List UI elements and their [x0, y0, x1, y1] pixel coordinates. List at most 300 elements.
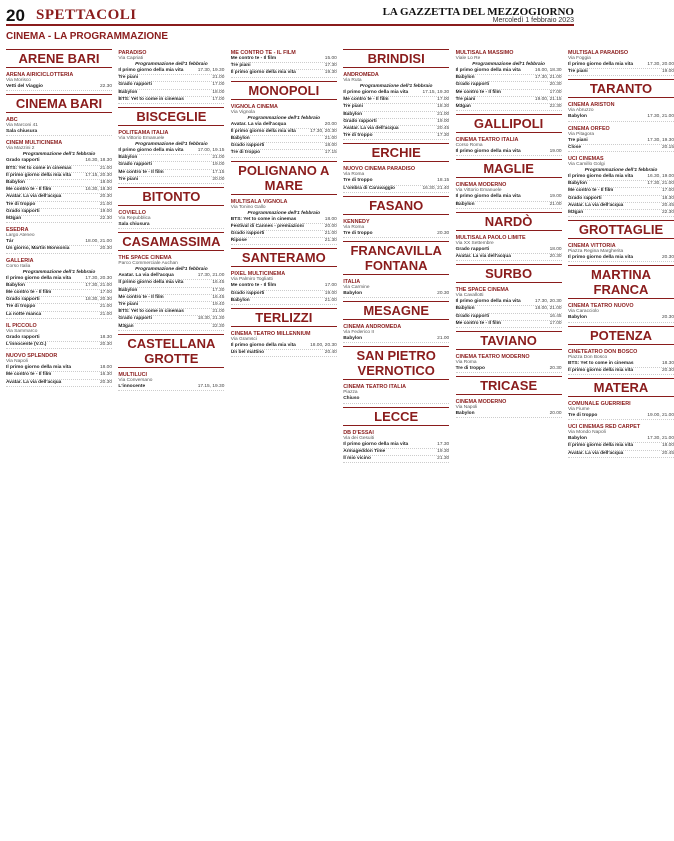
- film-title: Un bel mattino: [230, 350, 265, 356]
- listing-column: [568, 46, 674, 836]
- film-title: Babylon: [455, 201, 475, 207]
- film-title: Avatar. La via dell'acqua: [455, 254, 511, 260]
- film-title: Grado rapporti: [230, 290, 265, 296]
- cinema-address: Via Roma: [343, 172, 365, 178]
- showtimes: 20.45: [437, 126, 450, 132]
- city-heading: ARENE BARI: [6, 49, 112, 68]
- film-title: Tre di troppo: [343, 178, 373, 184]
- showtime-row: [118, 82, 224, 89]
- film-title: Babylon: [568, 114, 587, 120]
- film-title: Babylon: [230, 297, 250, 303]
- showtimes: 19.00: [549, 149, 562, 155]
- showtime-row: [118, 170, 224, 177]
- film-title: Babylon: [343, 291, 363, 297]
- film-title: Me contro te - Il film: [118, 294, 164, 300]
- film-title: Il primo giorno della mia vita: [568, 443, 634, 449]
- cinema-name: CINEMA MODERNO: [455, 182, 507, 189]
- showtime-row: [456, 149, 562, 156]
- film-title: L'innocente: [118, 383, 146, 389]
- showtimes: 21.30: [437, 456, 450, 462]
- showtimes: 20.30: [437, 230, 450, 236]
- cinema-name: ABC: [6, 117, 18, 124]
- showtimes: 20.40: [324, 350, 337, 356]
- showtime-row: [568, 315, 674, 322]
- showtimes: 18.30: [661, 360, 674, 366]
- showtimes: 20.45: [661, 450, 674, 456]
- programme-note: Programmazione dell'1 febbraio: [584, 168, 658, 174]
- cinema-address: Piazza Don Bosco: [568, 354, 608, 360]
- city-heading: MONOPOLI: [231, 81, 337, 100]
- showtime-row: [6, 372, 112, 379]
- cinema-address: Via Napoli: [455, 405, 478, 411]
- showtimes: 17.30, 19.30: [197, 68, 225, 73]
- showtime-row: [118, 280, 224, 287]
- film-title: Me contro te - Il film: [568, 188, 614, 194]
- showtimes: 18.30, 20.30: [85, 297, 112, 303]
- film-title: Il primo giorno della mia vita: [455, 194, 521, 200]
- cinema-name: ESEDRA: [6, 227, 29, 234]
- city-heading: POTENZA: [568, 326, 674, 345]
- cinema-address: Via Repubblica: [118, 216, 151, 222]
- showtime-row: [343, 119, 449, 126]
- showtimes: 19.00: [212, 162, 225, 168]
- showtimes: 19.00: [549, 194, 562, 200]
- film-title: Tre di troppo: [6, 304, 36, 310]
- showtimes: 17.30, 21.00: [197, 273, 225, 279]
- showtime-row: [343, 133, 449, 140]
- cinema-address: Via Capriati: [118, 56, 144, 61]
- cinema-address: Via Pitagora: [568, 131, 595, 137]
- showtimes: 16.30, 19.00: [647, 174, 674, 180]
- showtimes: 19.00: [437, 118, 450, 124]
- city-heading: BRINDISI: [343, 49, 449, 68]
- showtimes: 20.30: [661, 255, 674, 261]
- programme-note: Programmazione dell'1 febbraio: [135, 267, 208, 273]
- cinema-name: UCI CINEMAS: [568, 156, 604, 163]
- showtime-row: [568, 188, 674, 195]
- showtime-row: [456, 411, 562, 418]
- film-title: Tre piani: [455, 96, 476, 102]
- city-heading: FRANCAVILLA FONTANA: [343, 241, 449, 275]
- film-title: Grado rapporti: [118, 82, 152, 88]
- film-title: Grado rapporti: [343, 118, 377, 124]
- showtime-row: [6, 304, 112, 311]
- film-title: Il primo giorno della mia vita: [455, 149, 521, 155]
- film-title: Avatar. La via dell'acqua: [343, 126, 399, 132]
- showtimes: 21.00: [99, 165, 112, 171]
- showtime-row: [231, 150, 337, 157]
- showtimes: 21.00: [324, 297, 337, 303]
- cinema-name: THE SPACE CINEMA: [455, 287, 509, 294]
- showtimes: 19.30: [437, 448, 450, 454]
- film-title: Tre di troppo: [568, 413, 598, 419]
- cinema-address: Via Mondo Napoli: [568, 430, 606, 436]
- film-title: M3gan: [455, 104, 471, 110]
- cinema-address: Via Roma: [343, 224, 365, 230]
- showtime-row: [568, 69, 674, 76]
- cinema-address: Piazza: [343, 390, 358, 396]
- showtimes: 17.30, 20.30: [534, 299, 562, 305]
- film-title: L'ombra di Caravaggio: [343, 185, 395, 191]
- film-title: Babylon: [6, 180, 25, 186]
- film-title: Grado rapporti: [455, 313, 490, 319]
- showtimes: 17.00: [212, 96, 225, 102]
- showtime-row: [568, 138, 674, 145]
- showtime-row: [456, 306, 562, 313]
- film-title: Il primo giorno della mia vita: [568, 255, 634, 261]
- showtime-row: [118, 222, 224, 229]
- film-title: Il primo giorno della mia vita: [118, 280, 184, 286]
- programme-note: Programmazione dell'1 febbraio: [247, 210, 321, 216]
- showtime-row: [6, 129, 112, 136]
- showtimes: 21.30: [324, 238, 337, 244]
- showtime-row: [6, 283, 112, 290]
- showtimes: 22.30: [661, 210, 674, 216]
- film-title: Tre piani: [118, 302, 139, 308]
- cinema-name: THE SPACE CINEMA: [118, 255, 172, 262]
- showtime-row: [231, 238, 337, 245]
- showtimes: 17.15, 19.30: [197, 383, 225, 389]
- showtimes: 18.00, 21.00: [85, 239, 112, 245]
- film-title: Il primo giorno della mia vita: [568, 174, 634, 180]
- showtimes: 17.00: [99, 290, 112, 296]
- film-title: Il primo giorno della mia vita: [6, 275, 72, 281]
- cinema-address: Via Fiume: [568, 407, 590, 413]
- showtimes: 16.45: [212, 294, 225, 300]
- cinema-address: Via Foggia: [568, 56, 591, 61]
- cinema-address: Via XX Settembre: [455, 240, 494, 246]
- showtimes: 20.30: [437, 291, 450, 297]
- showtimes: 19.00, 21.15: [534, 96, 562, 102]
- page-header: [6, 6, 574, 26]
- cinema-name: IL PICCOLO: [6, 322, 37, 329]
- film-title: Il primo giorno della mia vita: [343, 90, 409, 95]
- city-heading: TAVIANO: [456, 331, 562, 350]
- film-title: Tre piani: [118, 176, 139, 182]
- showtime-row: [6, 380, 112, 387]
- film-title: BTS: Yet to come in cinemas: [6, 165, 72, 171]
- showtimes: 17.15: [324, 150, 337, 156]
- showtimes: 17.30, 20.00: [647, 62, 674, 67]
- showtimes: 21.00: [437, 336, 450, 342]
- film-title: Grado rapporti: [568, 195, 602, 201]
- film-title: Tre di troppo: [455, 366, 485, 372]
- showtime-row: [343, 112, 449, 119]
- showtimes: 22.30: [99, 216, 112, 222]
- cinema-name: CINEMA ORFEO: [568, 125, 610, 132]
- cinema-address: Via Vittorio Emanuele: [118, 136, 165, 142]
- city-heading: TARANTO: [568, 79, 674, 98]
- showtimes: 20.00: [324, 223, 337, 229]
- showtimes: 18.00: [661, 443, 674, 449]
- film-title: Grado rapporti: [230, 143, 265, 149]
- film-title: Me contro te - Il film: [455, 320, 501, 326]
- showtime-row: [568, 114, 674, 121]
- showtimes: 20.30: [549, 254, 562, 260]
- film-title: Il primo giorno della mia vita: [230, 128, 296, 134]
- showtimes: 18.00: [99, 180, 112, 186]
- film-title: Babylon: [343, 336, 363, 342]
- film-title: Sala chiusura: [118, 222, 150, 228]
- showtime-row: [118, 295, 224, 302]
- showtime-row: [343, 231, 449, 238]
- cinema-name: ITALIA: [343, 279, 361, 286]
- cinema-address: Viale Lo Re: [455, 56, 481, 61]
- city-heading: BISCEGLIE: [118, 107, 224, 126]
- film-title: Grado rapporti: [230, 231, 265, 237]
- showtimes: 17.00: [324, 283, 337, 289]
- programme-note: Programmazione dell'1 febbraio: [22, 269, 96, 275]
- cinema-name: CINEMA VITTORIA: [568, 243, 616, 250]
- cinema-address: Via Camillo Golgi: [568, 162, 605, 168]
- showtimes: 19.00: [661, 69, 674, 75]
- city-heading: GROTTAGLIE: [568, 220, 674, 239]
- showtimes: 18.30: [437, 104, 450, 110]
- film-title: Tre piani: [230, 63, 251, 69]
- showtimes: 18.30, 21.30: [197, 316, 225, 322]
- showtimes: 20.00: [324, 121, 337, 127]
- cinema-address: Corso Roma: [455, 143, 483, 149]
- showtime-row: [343, 442, 449, 449]
- showtimes: 19.30: [324, 70, 337, 76]
- showtimes: 20.30: [99, 246, 112, 252]
- film-title: Il primo giorno della mia vita: [455, 68, 521, 73]
- film-title: Il primo giorno della mia vita: [118, 148, 184, 154]
- cinema-name: MULTISALA MASSIMO: [455, 50, 514, 56]
- showtimes: 17.15: [212, 169, 225, 175]
- cinema-name: MULTILUCI: [118, 371, 148, 378]
- cinema-name: DB D'ESSAI: [343, 429, 374, 436]
- film-title: Ripose: [230, 238, 247, 244]
- city-heading: GALLIPOLI: [456, 114, 562, 133]
- film-title: Il primo giorno della mia vita: [568, 62, 634, 67]
- city-heading: LECCE: [343, 407, 449, 426]
- showtime-row: [456, 97, 562, 104]
- showtime-row: [6, 194, 112, 201]
- listing-column: [456, 46, 562, 836]
- showtimes: 21.00: [212, 155, 225, 161]
- film-title: Avatar. La via dell'acqua: [230, 121, 287, 127]
- showtimes: 22.30: [549, 104, 562, 110]
- showtimes: 18.00: [324, 143, 337, 149]
- showtime-row: [456, 321, 562, 328]
- film-title: Babylon: [568, 315, 587, 321]
- film-title: Sala chiusura: [6, 129, 38, 135]
- showtimes: 17.00: [661, 188, 674, 194]
- showtime-row: [118, 316, 224, 323]
- cinema-address: Via Sammarco: [6, 328, 38, 334]
- showtimes: 18.00: [549, 246, 562, 252]
- showtime-row: [343, 291, 449, 298]
- film-title: Il primo giorno della mia vita: [6, 365, 72, 371]
- film-title: Il primo giorno della mia vita: [568, 367, 634, 373]
- film-title: M3gan: [568, 210, 584, 216]
- film-title: Avatar. La via dell'acqua: [118, 273, 174, 279]
- showtime-row: [456, 314, 562, 321]
- showtimes: 20.30: [661, 367, 674, 373]
- showtimes: 17.30, 21.00: [534, 75, 562, 81]
- film-title: L'innocente (V.O.): [6, 342, 47, 348]
- city-heading: MAGLIE: [456, 159, 562, 178]
- showtimes: 21.00: [99, 201, 112, 207]
- film-title: Tre di troppo: [6, 201, 36, 207]
- cinema-address: Via Marconi 41: [6, 123, 38, 129]
- showtime-row: [6, 202, 112, 209]
- showtime-row: [231, 122, 337, 129]
- cinema-name: CINEMA ANDROMEDA: [343, 324, 402, 331]
- city-heading: CASTELLANA GROTTE: [118, 334, 224, 368]
- showtime-row: [456, 202, 562, 209]
- cinema-name: CINEMA TEATRO ITALIA: [455, 137, 519, 144]
- city-heading: POLIGNANO A MARE: [231, 161, 337, 195]
- showtime-row: [6, 84, 112, 91]
- film-title: Grado rapporti: [6, 208, 40, 214]
- film-title: BTS: Yet to come in cinemas: [230, 216, 297, 222]
- cinema-name: ANDROMEDA: [343, 72, 379, 78]
- cinema-name: MULTISALA PAOLO LIMITE: [455, 234, 526, 241]
- showtimes: 20.30: [549, 82, 562, 88]
- showtimes: 17.00: [549, 89, 562, 95]
- listing-column: [231, 46, 337, 836]
- cinema-name: CINEMA TEATRO MODERNO: [455, 354, 530, 361]
- film-title: BTS: Yet to come in cinemas: [118, 309, 184, 315]
- film-title: La notte manca: [6, 311, 42, 317]
- showtime-row: [456, 254, 562, 261]
- cinema-name: GALLERIA: [6, 257, 34, 264]
- cinema-address: Via dei Gesuiti: [343, 435, 375, 441]
- showtimes: 20.45: [661, 202, 674, 208]
- film-title: Close: [568, 144, 582, 150]
- showtimes: 16.45: [549, 313, 562, 319]
- film-title: Vetti del Viaggio: [6, 84, 43, 89]
- showtime-row: [456, 247, 562, 254]
- film-title: Tre di troppo: [343, 133, 373, 139]
- showtime-row: [118, 162, 224, 169]
- city-heading: BITONTO: [118, 187, 224, 206]
- masthead: LA GAZZETTA DEL MEZZOGIORNO: [382, 6, 574, 18]
- showtime-row: [231, 217, 337, 224]
- showtime-row: [231, 350, 337, 357]
- cinema-address: Via Ruta: [343, 78, 362, 83]
- cinema-address: Via Mazzini 2: [6, 146, 35, 152]
- showtimes: 21.00: [324, 136, 337, 142]
- showtimes: 17.30, 21.00: [647, 181, 674, 187]
- cinema-address: Via Vignola: [230, 109, 255, 115]
- programme-note: Programmazione dell'1 febbraio: [135, 62, 208, 67]
- cinema-address: Via Tonino Gallo: [230, 204, 266, 210]
- showtimes: 19.00, 21.00: [647, 413, 674, 419]
- cinema-name: CINEMA ARISTON: [568, 102, 615, 109]
- cinema-name: ARENA AIRICICLOTTERIA: [6, 72, 74, 78]
- cinema-name: NUOVO CINEMA PARADISO: [343, 166, 416, 173]
- showtimes: 18.30: [661, 195, 674, 201]
- film-title: Armageddon Time: [343, 448, 386, 454]
- cinema-name: CINETEATRO DON BOSCO: [568, 348, 638, 355]
- listings-columns: [6, 46, 674, 836]
- film-title: Babylon: [455, 306, 475, 312]
- film-title: Chiuso: [343, 396, 360, 402]
- showtime-row: [118, 97, 224, 104]
- showtimes: 20.30: [549, 366, 562, 372]
- film-title: Me contro te - Il film: [455, 89, 501, 95]
- showtimes: 20.30: [99, 379, 112, 385]
- city-heading: MATERA: [568, 378, 674, 397]
- cinema-address: Largo Ateneo: [6, 233, 35, 239]
- city-heading: SANTERAMO: [231, 248, 337, 267]
- film-title: Me contro te - Il film: [118, 169, 164, 175]
- showtimes: 21.00: [212, 75, 225, 81]
- showtimes: 19.00: [99, 208, 112, 214]
- showtime-row: [231, 224, 337, 231]
- film-title: Grado rapporti: [118, 316, 152, 322]
- film-title: Avatar. La via dell'acqua: [568, 202, 624, 208]
- showtime-row: [568, 196, 674, 203]
- showtime-row: [456, 104, 562, 111]
- city-heading: NARDÒ: [456, 212, 562, 231]
- showtime-row: [456, 90, 562, 97]
- film-title: Grado rapporti: [455, 82, 490, 88]
- film-title: Tre piani: [343, 104, 363, 110]
- film-title: Grado rapporti: [6, 334, 40, 340]
- cinema-name: VIGNOLA CINEMA: [230, 103, 278, 110]
- showtimes: 17.15, 20.30: [85, 172, 112, 178]
- showtimes: 17.30, 21.00: [85, 282, 112, 288]
- showtime-row: [568, 451, 674, 458]
- film-title: Tre di troppo: [343, 230, 373, 236]
- film-title: Grado rapporti: [6, 297, 40, 303]
- showtimes: 21.00: [212, 309, 225, 315]
- showtimes: 17.00: [212, 82, 225, 88]
- cinema-name: COVIELLO: [118, 210, 146, 217]
- showtime-row: [568, 361, 674, 368]
- showtime-row: [568, 255, 674, 262]
- film-title: Tre piani: [568, 137, 588, 143]
- showtime-row: [6, 312, 112, 319]
- showtime-row: [6, 276, 112, 283]
- showtime-row: [343, 178, 449, 185]
- showtimes: 19.00: [324, 290, 337, 296]
- city-heading: TRICASE: [456, 376, 562, 395]
- film-title: Tre piani: [118, 75, 139, 81]
- showtimes: 17.30, 21.00: [647, 436, 674, 442]
- showtimes: 16.30, 18.30: [85, 158, 112, 164]
- showtime-row: [343, 336, 449, 343]
- showtime-row: [118, 384, 224, 391]
- film-title: Babylon: [455, 75, 475, 81]
- cinema-address: Via Palmiro Togliatti: [230, 277, 273, 283]
- film-title: Babylon: [343, 111, 363, 117]
- cinema-name: ME CONTRO TE - IL FILM: [230, 50, 296, 56]
- cinema-address: Via Napoli: [6, 359, 28, 365]
- programme-note: Programmazione dell'1 febbraio: [22, 152, 96, 158]
- showtime-row: [568, 203, 674, 210]
- listing-column: [118, 46, 224, 836]
- showtime-row: [568, 210, 674, 217]
- showtimes: 20.30: [99, 342, 112, 348]
- showtimes: 16.45: [212, 280, 225, 286]
- programme-note: Programmazione dell'1 febbraio: [135, 142, 208, 148]
- listing-column: [343, 46, 449, 836]
- showtimes: 21.00: [99, 311, 112, 317]
- showtime-row: [6, 335, 112, 342]
- showtime-row: [118, 324, 224, 331]
- showtimes: 17.30, 21.00: [647, 114, 674, 120]
- showtime-row: [568, 368, 674, 375]
- city-heading: CINEMA BARI: [6, 94, 112, 113]
- showtime-row: [6, 209, 112, 216]
- city-heading: ERCHIE: [343, 143, 449, 162]
- showtime-row: [231, 70, 337, 77]
